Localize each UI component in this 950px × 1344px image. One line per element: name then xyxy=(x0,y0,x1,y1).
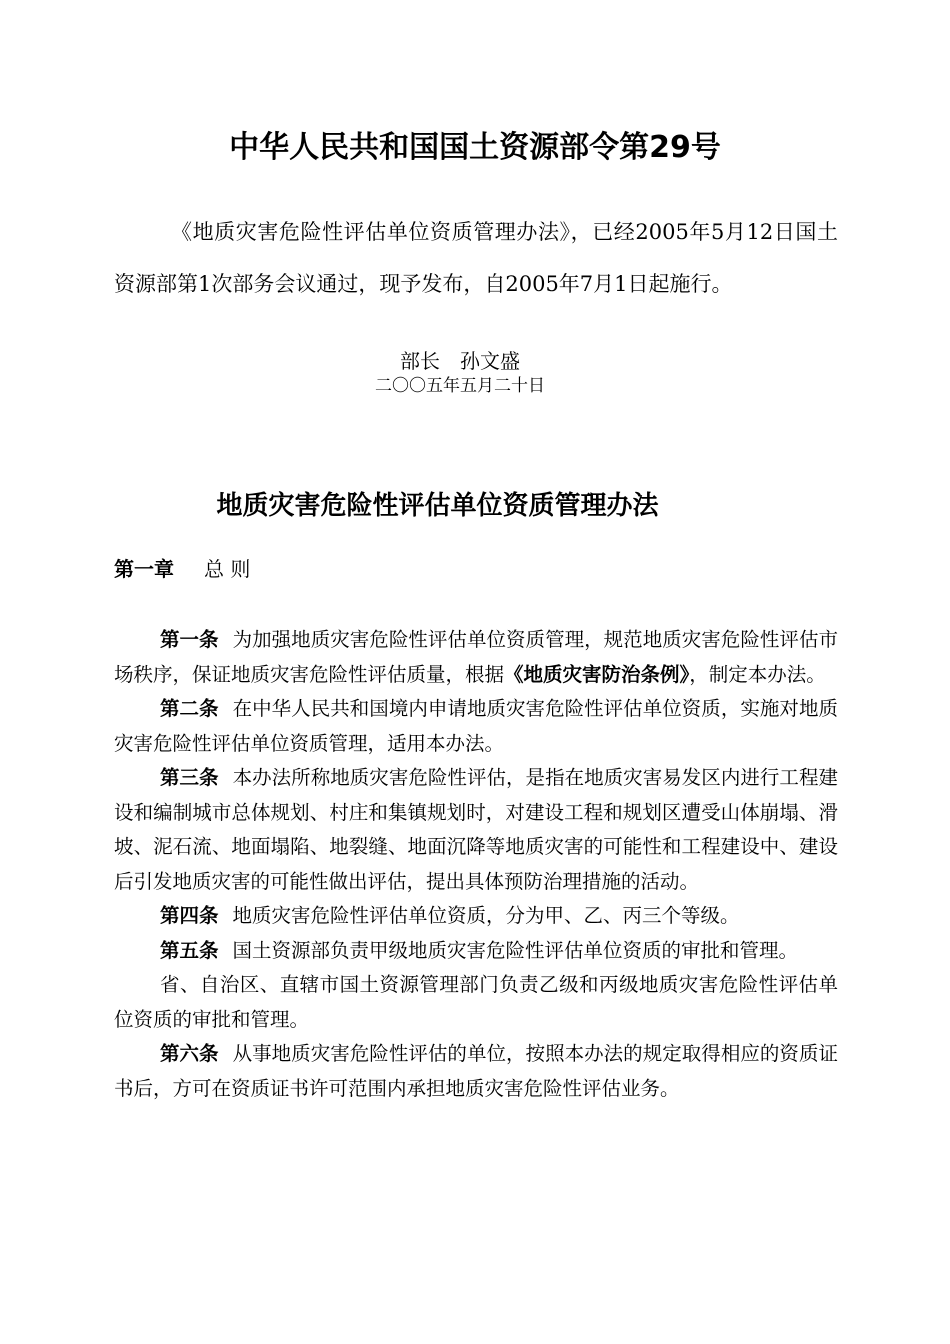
article-text: ，制定本办法。 xyxy=(689,662,826,686)
article-5 xyxy=(114,934,838,969)
article-1 xyxy=(114,623,838,692)
article-5-paragraph-2 xyxy=(114,968,838,1037)
article-text: 在中华人民共和国境内申请地质灾害危险性评估单位资质，实施对地质灾害危险性评估单位资质管理，适用本办法。 xyxy=(114,697,838,755)
article-3 xyxy=(114,761,838,899)
article-text: 地质灾害危险性评估单位资质，分为甲、乙、丙三个等级。 xyxy=(232,904,740,927)
decree-body: 《地质灾害危险性评估单位资质管理办法》，已经2005年5月12日国土资源部第1次部务会议通过，现予发布，自2005年7月1日起施行。 xyxy=(114,220,838,296)
article-2 xyxy=(114,692,838,761)
articles-section xyxy=(114,623,838,1106)
law-reference: 《地质灾害防治条例》 xyxy=(504,662,690,686)
article-4 xyxy=(114,899,838,934)
article-text: 为加强地质灾害危险性评估单位资质管理，规范地质灾害危险性评估市场秩序，保证地质灾害危险性评估质量，根据 xyxy=(114,628,838,686)
decree-title: 中华人民共和国国土资源部令第29号 xyxy=(229,130,721,165)
chapter-name: 总 则 xyxy=(204,557,251,581)
article-number: 第五条 xyxy=(160,938,219,962)
regulation-title: 地质灾害危险性评估单位资质管理办法 xyxy=(216,491,659,521)
article-number: 第二条 xyxy=(160,697,219,720)
article-text: 省、自治区、直辖市国土资源管理部门负责乙级和丙级地质灾害危险性评估单位资质的审批和管理。 xyxy=(114,973,838,1031)
article-number: 第六条 xyxy=(160,1042,219,1065)
chapter-heading xyxy=(114,553,250,585)
decree-signature: 部长 孙文盛 xyxy=(400,349,520,373)
decree-date: 二〇〇五年五月二十日 xyxy=(375,376,545,396)
article-text: 本办法所称地质灾害危险性评估，是指在地质灾害易发区内进行工程建设和编制城市总体规划、村庄和集镇规划时，对建设工程和规划区遭受山体崩塌、滑坡、泥石流、地面塌陷、地裂缝、地面沉降等地质灾害的可能性和工程建设中、建设后引发地质灾害的可能性做出评估，提出具体预防治理措施的活动。 xyxy=(114,766,838,893)
article-number: 第四条 xyxy=(160,904,219,927)
article-number: 第三条 xyxy=(160,766,219,789)
article-text: 国土资源部负责甲级地质灾害危险性评估单位资质的审批和管理。 xyxy=(232,938,799,962)
article-6 xyxy=(114,1037,838,1106)
article-number: 第一条 xyxy=(160,628,219,651)
chapter-number: 第一章 xyxy=(114,557,174,581)
article-text: 从事地质灾害危险性评估的单位，按照本办法的规定取得相应的资质证书后，方可在资质证书许可范围内承担地质灾害危险性评估业务。 xyxy=(114,1042,838,1100)
